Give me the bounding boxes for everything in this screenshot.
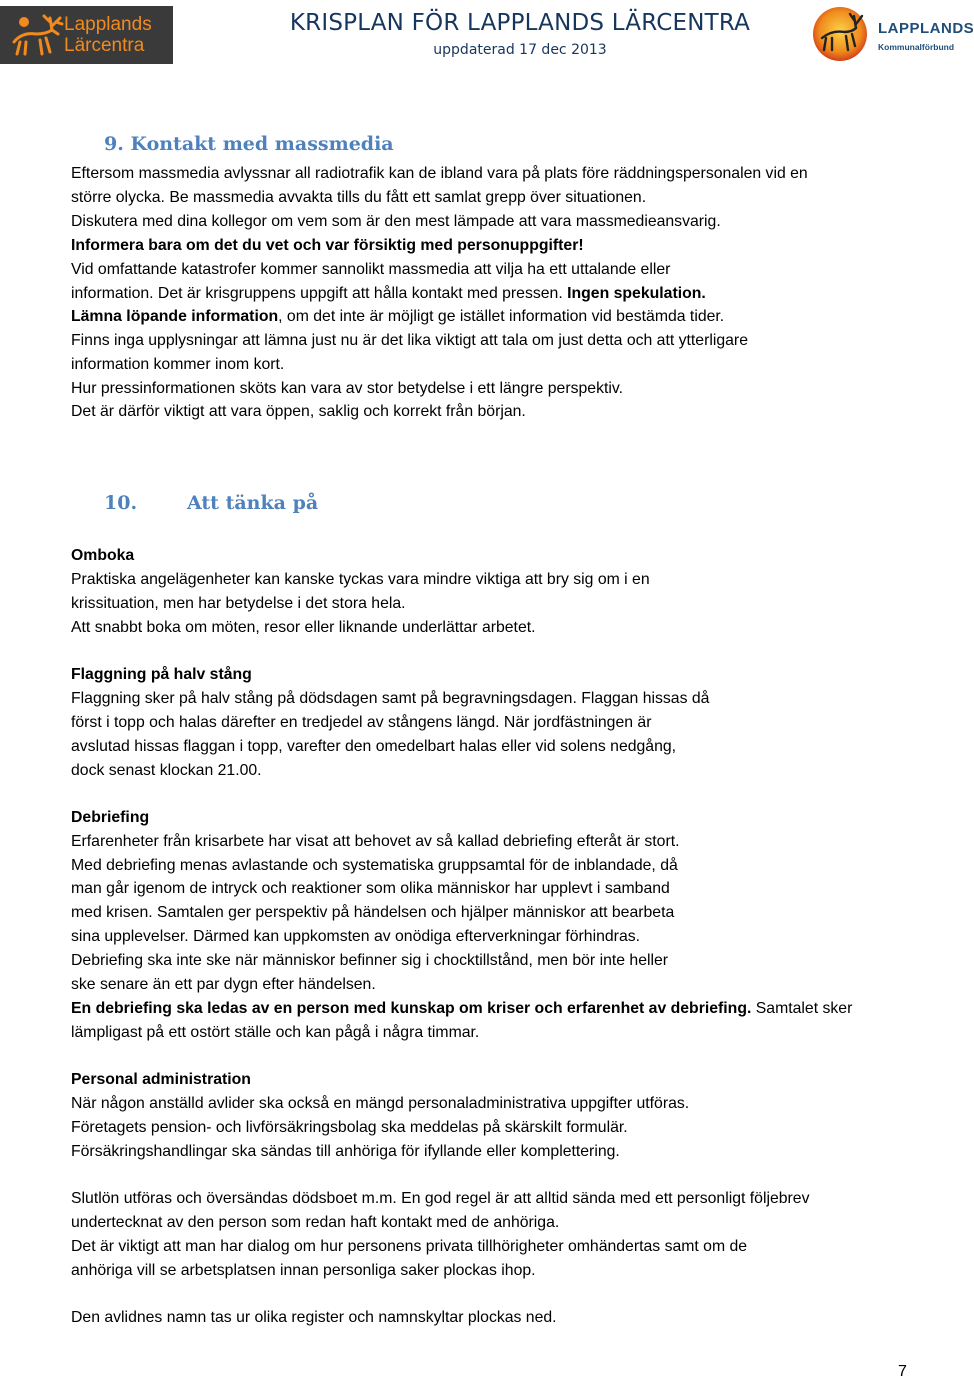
s9-line: Finns inga upplysningar att lämna just nu är det lika viktigt att tala om just detta och att ytterligare [71, 332, 748, 349]
s9-line [71, 284, 706, 304]
debriefing-line [71, 999, 852, 1019]
logo-right-name: LAPPLANDS [878, 20, 974, 37]
debriefing-line: Erfarenheter från krisarbete har visat att behovet av så kallad debriefing efteråt är stort. [71, 833, 680, 850]
debriefing-line: Debriefing ska inte ske när människor befinner sig i chocktillstånd, men bör inte heller [71, 952, 669, 969]
flaggning-line: dock senast klockan 21.00. [71, 762, 262, 779]
s9-line [71, 307, 724, 327]
s9-line: Det är därför viktigt att vara öppen, saklig och korrekt från början. [71, 403, 526, 420]
debriefing-text: Samtalet sker [751, 1000, 853, 1017]
document-title: KRISPLAN FÖR LAPPLANDS LÄRCENTRA [289, 10, 751, 36]
omboka-line: krissituation, men har betydelse i det stora hela. [71, 595, 406, 612]
section-10-title: Att tänka på [187, 492, 319, 514]
s9-line: Vid omfattande katastrofer kommer sannolikt massmedia att vilja ha ett uttalande eller [71, 261, 671, 278]
personal-line: När någon anställd avlider ska också en mängd personaladministrativa uppgifter utföras. [71, 1095, 690, 1112]
debriefing-line: Med debriefing menas avlastande och systematiska gruppsamtal för de inblandade, då [71, 857, 678, 874]
logo-left-line2: Lärcentra [64, 35, 145, 56]
debriefing-line: ske senare än ett par dygn efter händelsen. [71, 976, 376, 993]
section-10-heading [104, 490, 318, 516]
lapplands-kommunalforbund-logo [808, 4, 974, 64]
logo-left-line1: Lapplands [64, 14, 152, 35]
s9-line: större olycka. Be massmedia avvakta tills du fått ett samlat grepp över situationen. [71, 189, 647, 206]
flaggning-line: först i topp och halas därefter en tredjedel av stångens längd. När jordfästningen är [71, 714, 652, 731]
debriefing-bold-text: En debriefing ska ledas av en person med kunskap om kriser och erfarenhet av debriefing. [71, 1000, 752, 1017]
omboka-line: Praktiska angelägenheter kan kanske tyckas vara mindre viktiga att bry sig om i en [71, 571, 650, 588]
reindeer-icon [6, 12, 64, 58]
debriefing-heading: Debriefing [71, 809, 150, 826]
logo-right-sub: Kommunalförbund [878, 42, 955, 52]
personal-line: Försäkringshandlingar ska sändas till anhöriga för ifyllande eller komplettering. [71, 1143, 620, 1160]
sun-reindeer-icon [810, 4, 870, 64]
section-9-number: 9. [104, 133, 124, 155]
debriefing-line: med krisen. Samtalen ger perspektiv på händelsen och hjälper människor att bearbeta [71, 904, 675, 921]
updated-date: uppdaterad 17 dec 2013 [433, 42, 607, 58]
personal-line: anhöriga vill se arbetsplatsen innan personliga saker plockas ihop. [71, 1262, 536, 1279]
page-number: 7 [898, 1363, 907, 1380]
s9-bold-text: Lämna löpande information [71, 308, 279, 325]
s9-line: information kommer inom kort. [71, 356, 285, 373]
s9-line: Hur pressinformationen sköts kan vara av stor betydelse i ett längre perspektiv. [71, 380, 623, 397]
debriefing-line: man går igenom de intryck och reaktioner som olika människor har upplevt i samband [71, 880, 670, 897]
debriefing-line: sina upplevelser. Därmed kan uppkomsten av onödiga efterverkningar förhindras. [71, 928, 641, 945]
personal-line: Den avlidnes namn tas ur olika register och namnskyltar plockas ned. [71, 1309, 557, 1326]
personal-line: Slutlön utföras och översändas dödsboet m.m. En god regel är att alltid sända med ett personligt följebrev [71, 1190, 810, 1207]
omboka-heading: Omboka [71, 547, 135, 564]
section-9-heading [104, 131, 394, 157]
lapplands-larcentra-logo [0, 6, 173, 64]
debriefing-line: lämpligast på ett ostört ställe och kan pågå i några timmar. [71, 1024, 480, 1041]
personal-line: Företagets pension- och livförsäkringsbolag ska meddelas på skärskilt formulär. [71, 1119, 628, 1136]
personal-line: undertecknat av den person som redan haft kontakt med de anhöriga. [71, 1214, 560, 1231]
personal-heading: Personal administration [71, 1071, 251, 1088]
personal-line: Det är viktigt att man har dialog om hur personens privata tillhörigheter omhändertas samt om de [71, 1238, 748, 1255]
s9-line-bold: Informera bara om det du vet och var försiktig med personuppgifter! [71, 237, 584, 254]
s9-bold-text: Ingen spekulation. [567, 285, 706, 302]
s9-line: Eftersom massmedia avlyssnar all radiotrafik kan de ibland vara på plats före räddningspersonalen vid en [71, 165, 808, 182]
flaggning-heading: Flaggning på halv stång [71, 666, 252, 683]
flaggning-line: Flaggning sker på halv stång på dödsdagen samt på begravningsdagen. Flaggan hissas då [71, 690, 710, 707]
s9-text: information. Det är krisgruppens uppgift att hålla kontakt med pressen. [71, 285, 568, 302]
s9-line: Diskutera med dina kollegor om vem som är den mest lämpade att vara massmedieansvarig. [71, 213, 721, 230]
flaggning-line: avslutad hissas flaggan i topp, varefter den omedelbart halas eller vid solens nedgång, [71, 738, 677, 755]
omboka-line: Att snabbt boka om möten, resor eller liknande underlättar arbetet. [71, 619, 536, 636]
s9-text: , om det inte är möjligt ge istället information vid bestämda tider. [278, 308, 725, 325]
section-10-number: 10. [104, 492, 138, 514]
section-9-title: Kontakt med massmedia [130, 133, 394, 155]
